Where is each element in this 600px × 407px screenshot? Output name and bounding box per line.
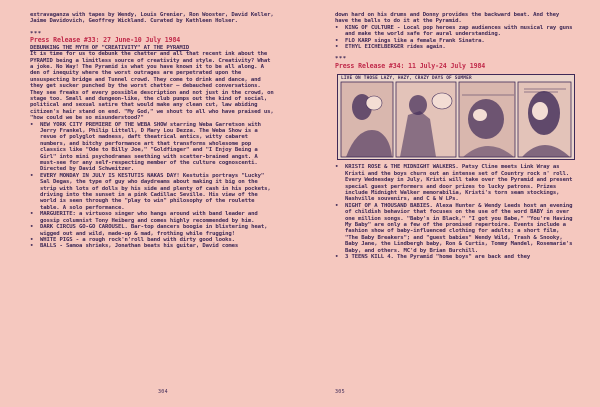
- bullet-item: [30, 224, 274, 237]
- bullet-text: FLO KARP sings like a female Frank Sinatra.: [345, 37, 485, 44]
- bullet-item: [30, 243, 274, 249]
- press-release-subtitle: DEBUNKING THE MYTH OF "CREATIVITY" AT THE PYRAMID: [30, 44, 190, 51]
- bullet-text: KING OF CULTURE - Local pop heroes zap audiences with musical ray guns and make the world safe for aural understanding.: [345, 24, 573, 38]
- bullet-text: BALLS - Samoa shrieks, Jonathan beats his guitar, David comes: [40, 243, 239, 250]
- bullet-text: KRISTI ROSE & THE MIDNIGHT WALKERS. Patsy Cline meets Link Wray as Kristi and the boys churn out an intense set of Country rock n' roll. Every Wednesday in July, Kristi will take over the Pyramid and present special guest performers and door prizes to lucky patrons. Prizes include Midnight Walker memorabilia, Kristi's torn seam stockings, Nashville souvenirs, and C & W LPs.: [345, 164, 573, 203]
- bullet-dot-icon: •: [30, 236, 34, 243]
- right-column: [335, 12, 575, 260]
- bullet-item: [335, 254, 575, 260]
- bullet-dot-icon: •: [335, 254, 339, 261]
- bullet-item: [335, 203, 575, 254]
- intro-text: down hard on his drums and Donny provides the backward beat. And they have the balls to do it at the Pyramid.: [335, 12, 560, 25]
- bullet-dot-icon: •: [30, 121, 34, 128]
- bullet-text: WHITE PIGS - a rough rock'n'roll band with dirty good looks.: [40, 236, 235, 243]
- comic-caption: LIVE ON THOSE LAZY, HAZY, CRAZY DAYS OF SUMMER: [341, 76, 472, 82]
- press-release-title: Press Release #33: 27 June-10 July 1984: [30, 36, 181, 45]
- bullet-dot-icon: •: [30, 224, 34, 231]
- bullet-dot-icon: •: [30, 172, 34, 179]
- bullet-text: NEW YORK CITY PREMIERE OF THE WEBA SHOW starring Weba Garretson with Jerry Frankel, Philip Littell, D Mary Lou Dezza. The Weba Show is a revue of polyglot madness, daft theatrical antics, witty cabaret numbers, and bitchy performance art that transforms wholesome pop classics like "Ode to Billy Joe," "Goldfinger" and "I Enjoy Being a Girl" into mini psychodramas seething with scatter-brained angst. A must-see for any self-respecting member of the culture cognoscenti. Directed by David Schweitzer.: [40, 121, 261, 173]
- bullet-text: EVERY MONDAY IN JULY IS KESTUTIS NAKAS DAY! Kestutis portrays "Lucky" Sal Degas, the type of guy who daydreams about making it big on the strip with lots of dolls by his side and plenty of cash in his pockets, driving into the sunset in a pink Cadillac Seville. His view of the world is seen through the "play to win" philosophy of the roulette table. A solo performance.: [40, 172, 271, 211]
- press-release-title: Press Release #34: 11 July-24 July 1984: [335, 61, 486, 70]
- body-paragraph: It is time for us to debunk the chatter and all that recent ink about the PYRAMID being a limitless source of creativity and style. Creativity? What a joke. No Way! The Pyramid is what you have known it to be all along. A den of inequity where the worst outrages are perpetrated upon the unsuspecting bridge and Tunnel crowd. They come to drink and dance, and they get sucker punched by the worst chatter — debauched conversations. They see freaks of every possible description and not just in the crowd, on stage too. Small and dungeon-like, the club pumps out the kind of social, political and sexual satire that would make any clean cut, law abiding citizen's hair stand on end. "My God," we shout to all who have praised us, "how could we be so misunderstood?": [30, 51, 274, 122]
- page-number: 304: [158, 389, 168, 395]
- bullet-item: [335, 25, 575, 38]
- bullet-item: [30, 173, 274, 211]
- bullet-dot-icon: •: [30, 211, 34, 218]
- bullet-dot-icon: •: [335, 24, 339, 31]
- section-divider: ***: [335, 56, 347, 63]
- page-number: 305: [335, 389, 345, 395]
- intro-text: extravaganza with tapes by Wendy, Louis Grenier, Ron Wooster, David Keller, Jaime Davidovich, Geoffrey Wickland. Curated by Kathleen Holser.: [30, 12, 274, 25]
- bullet-dot-icon: •: [335, 202, 339, 209]
- section-divider: ***: [30, 30, 42, 37]
- bullet-text: NIGHT OF A THOUSAND BABIES. Alexa Hunter & Wendy Leeds host an evening of childish behavior that focuses on the use of the word BABY in over one million songs. "Baby's in Black," "I got you Babe," "You're Having My Baby" are only a few of the promised repertoire. Events include a fashion show of baby-influenced clothing for adults; a short film, "The Baby Breakers"; and "guest babies" Wendy Wild, Trash & Snooky, Baby Jane, the Lindbergh baby, Ron & Curtis, Tommy Mandel, Rosemarie's Baby, and others. MC'd by Brian Burchill.: [345, 202, 573, 254]
- comic-strip-drawing: [338, 75, 574, 159]
- right-page: [300, 0, 600, 407]
- bullet-text: ETHYL EICHELBERGER rides again.: [345, 44, 446, 51]
- bullet-item: [30, 211, 274, 224]
- bullet-item: [335, 164, 575, 202]
- bullet-dot-icon: •: [335, 164, 339, 171]
- comic-strip-illustration: [337, 74, 575, 160]
- bullet-text: 3 TEENS KILL 4. The Pyramid "home boys" are back and they: [345, 254, 531, 261]
- bullet-item: [335, 44, 575, 50]
- bullet-dot-icon: •: [335, 44, 339, 51]
- bullet-text: MARGUERITE: a virtuoso singer who hangs around with band leader and gossip columnist Tony Heiberg and comes highly recommended by him.: [40, 211, 258, 224]
- bullet-dot-icon: •: [30, 243, 34, 250]
- bullet-item: [30, 122, 274, 173]
- bullet-text: DARK CIRCUS GO-GO CAROUSEL. Bar-top dancers boogie in blistering heat, wigged out and wild, made-up & mad, frothing while frugging!: [40, 224, 268, 237]
- bullet-dot-icon: •: [335, 37, 339, 44]
- left-column: [30, 12, 274, 250]
